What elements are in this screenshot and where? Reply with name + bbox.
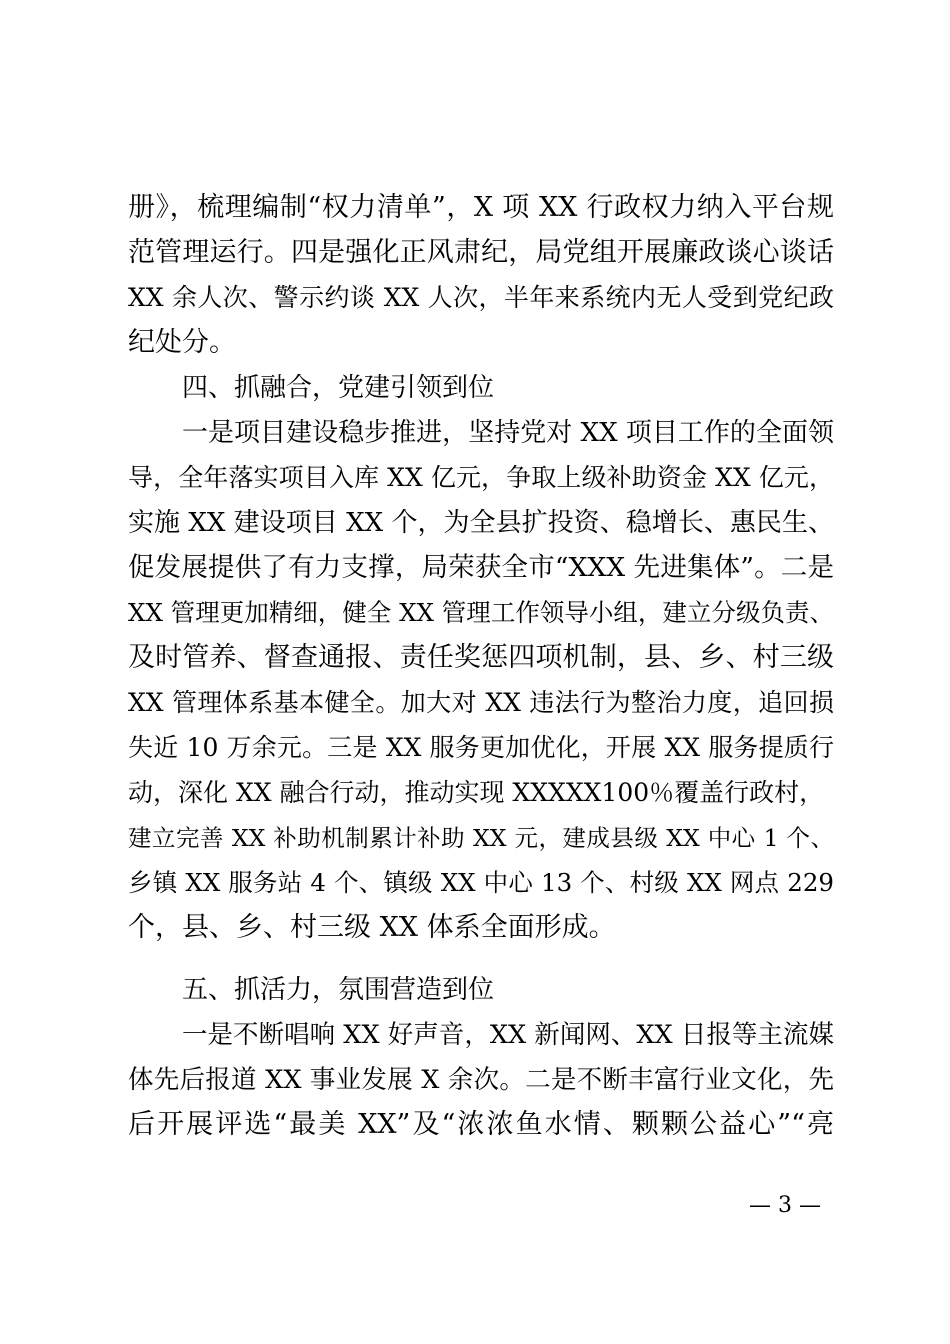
paragraph-line: 动，深化 XX 融合行动，推动实现 XXXXX100％覆盖行政村， [128, 778, 825, 807]
paragraph-line: 后开展评选“最美 XX”及“浓浓鱼水情、颗颗公益心”“亮 [128, 1109, 834, 1140]
paragraph-line: XX 管理更加精细，健全 XX 管理工作领导小组，建立分级负责、 [128, 598, 834, 627]
section-heading-5: 五、抓活力，氛围营造到位 [182, 975, 495, 1005]
paragraph-line: 导，全年落实项目入库 XX 亿元，争取上级补助资金 XX 亿元， [128, 463, 834, 492]
paragraph-line: 建立完善 XX 补助机制累计补助 XX 元，建成县级 XX 中心 1 个、 [128, 824, 834, 852]
paragraph-line: 实施 XX 建设项目 XX 个，为全县扩投资、稳增长、惠民生、 [128, 508, 834, 538]
section-heading-4: 四、抓融合，党建引领到位 [182, 373, 495, 403]
paragraph-line: 体先后报道 XX 事业发展 X 余次。二是不断丰富行业文化，先 [128, 1065, 834, 1095]
paragraph-line: 乡镇 XX 服务站 4 个、镇级 XX 中心 13 个、村级 XX 网点 229 [128, 868, 834, 897]
paragraph-line: 及时管养、督查通报、责任奖惩四项机制，县、乡、村三级 [128, 642, 834, 673]
paragraph-line: 一是项目建设稳步推进，坚持党对 XX 项目工作的全面领 [182, 418, 834, 448]
paragraph-line: 个，县、乡、村三级 XX 体系全面形成。 [128, 912, 616, 943]
paragraph-line: 一是不断唱响 XX 好声音，XX 新闻网、XX 日报等主流媒 [182, 1020, 834, 1050]
page-number: — 3 — [749, 1193, 821, 1218]
paragraph-line: 范管理运行。四是强化正风肃纪，局党组开展廉政谈心谈话 [128, 237, 834, 268]
paragraph-line: 纪处分。 [128, 327, 236, 358]
paragraph-line: XX 余人次、警示约谈 XX 人次，半年来系统内无人受到党纪政 [128, 283, 834, 312]
paragraph-line: XX 管理体系基本健全。加大对 XX 违法行为整治力度，追回损 [128, 688, 834, 717]
paragraph-line: 册》，梳理编制“权力清单”，X 项 XX 行政权力纳入平台规 [128, 192, 834, 223]
paragraph-line: 失近 10 万余元。三是 XX 服务更加优化，开展 XX 服务提质行 [128, 733, 834, 762]
paragraph-line: 促发展提供了有力支撑，局荣获全市“XXX 先进集体”。二是 [128, 552, 834, 583]
